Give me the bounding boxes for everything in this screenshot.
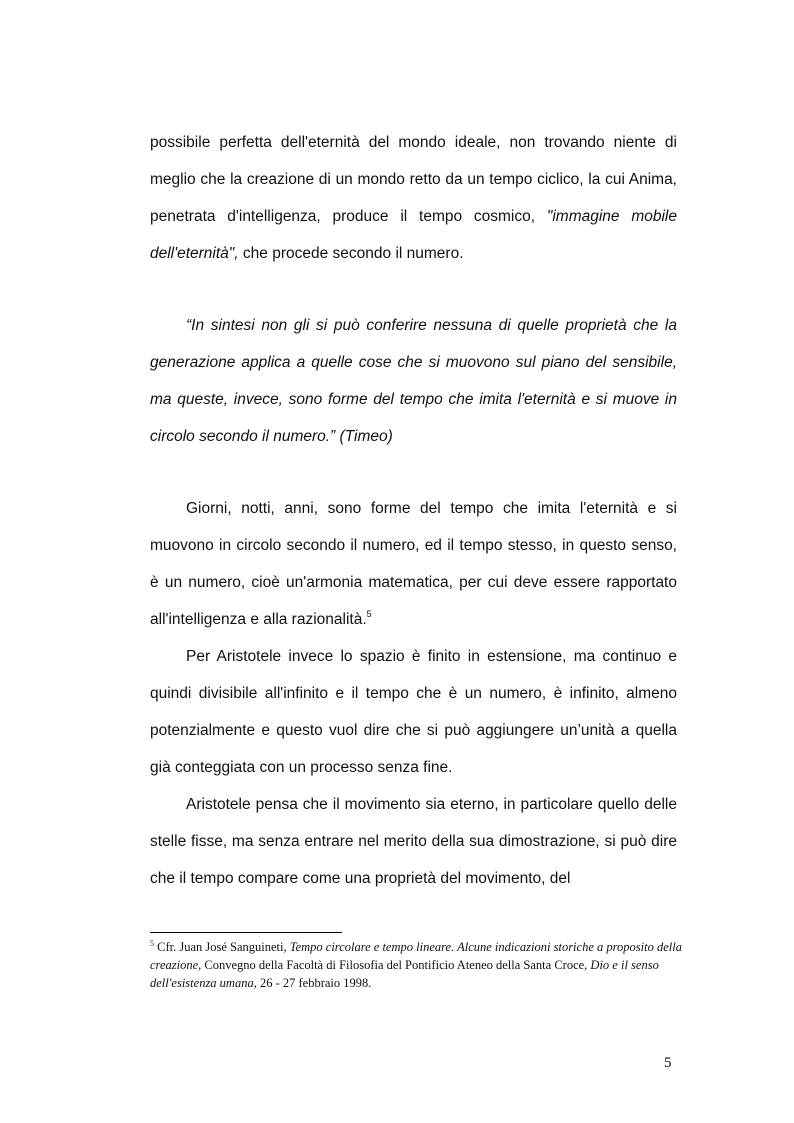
paragraph-aristotele-movimento: Aristotele pensa che il movimento sia eterno, in particolare quello delle stelle fisse, ma senza entrare nel merito della sua dimostrazione, si può dire che il tempo compare come una proprietà del movimento, del	[150, 796, 677, 887]
footnote-text: Cfr. Juan José Sanguineti,	[154, 940, 290, 954]
paragraph-text: Giorni, notti, anni, sono forme del tempo che imita l'eternità e si muovono in circolo secondo il numero, ed il tempo stesso, in questo senso, è un numero, cioè un'armonia matematica, per cui deve essere rapportato all'intelligenza e alla razionalità.	[150, 500, 677, 628]
body-paragraphs	[150, 490, 677, 897]
footnote	[150, 938, 690, 992]
footnote-reference[interactable]: 5	[366, 608, 372, 619]
paragraph-giorni	[150, 490, 677, 638]
footnote-title: Tempo circolare e tempo lineare. Alcune indicazioni storiche a proposito della creazione,	[150, 940, 682, 972]
paragraph-text: che procede secondo il numero.	[238, 245, 464, 262]
paragraph-text: possibile perfetta dell'eternità del mondo ideale, non trovando niente di meglio che la creazione di un mondo retto da un tempo ciclico, la cui Anima, penetrata d'intelligenza, produce il tempo cosmico,	[150, 134, 677, 225]
quote-text: “In sintesi non gli si può conferire nessuna di quelle proprietà che la generazione applica a quelle cose che si muovono sul piano del sensibile, ma queste, invece, sono forme del tempo che imita l'eternità e si muove in circolo secondo il numero.” (Timeo)	[150, 317, 677, 445]
footnote-number: 5	[150, 938, 154, 948]
footnote-text: Convegno della Facoltà di Filosofia del Pontificio Ateneo della Santa Croce,	[201, 958, 591, 972]
page-number: 5	[664, 1055, 672, 1071]
paragraph-aristotele-spazio: Per Aristotele invece lo spazio è finito in estensione, ma continuo e quindi divisibile all'infinito e il tempo che è un numero, è infinito, almeno potenzialmente e questo vuol dire che si può aggiungere un’unità a quella già conteggiata con un processo senza fine.	[150, 648, 677, 776]
block-quote	[150, 307, 677, 455]
paragraph-continued	[150, 124, 677, 272]
inline-quote: "immagine mobile dell'eternità",	[150, 208, 677, 262]
footnote-event-title: Dio e il senso dell'esistenza umana	[150, 958, 659, 990]
footnote-text: , 26 - 27 febbraio 1998.	[253, 976, 372, 990]
footnote-divider	[150, 932, 342, 933]
